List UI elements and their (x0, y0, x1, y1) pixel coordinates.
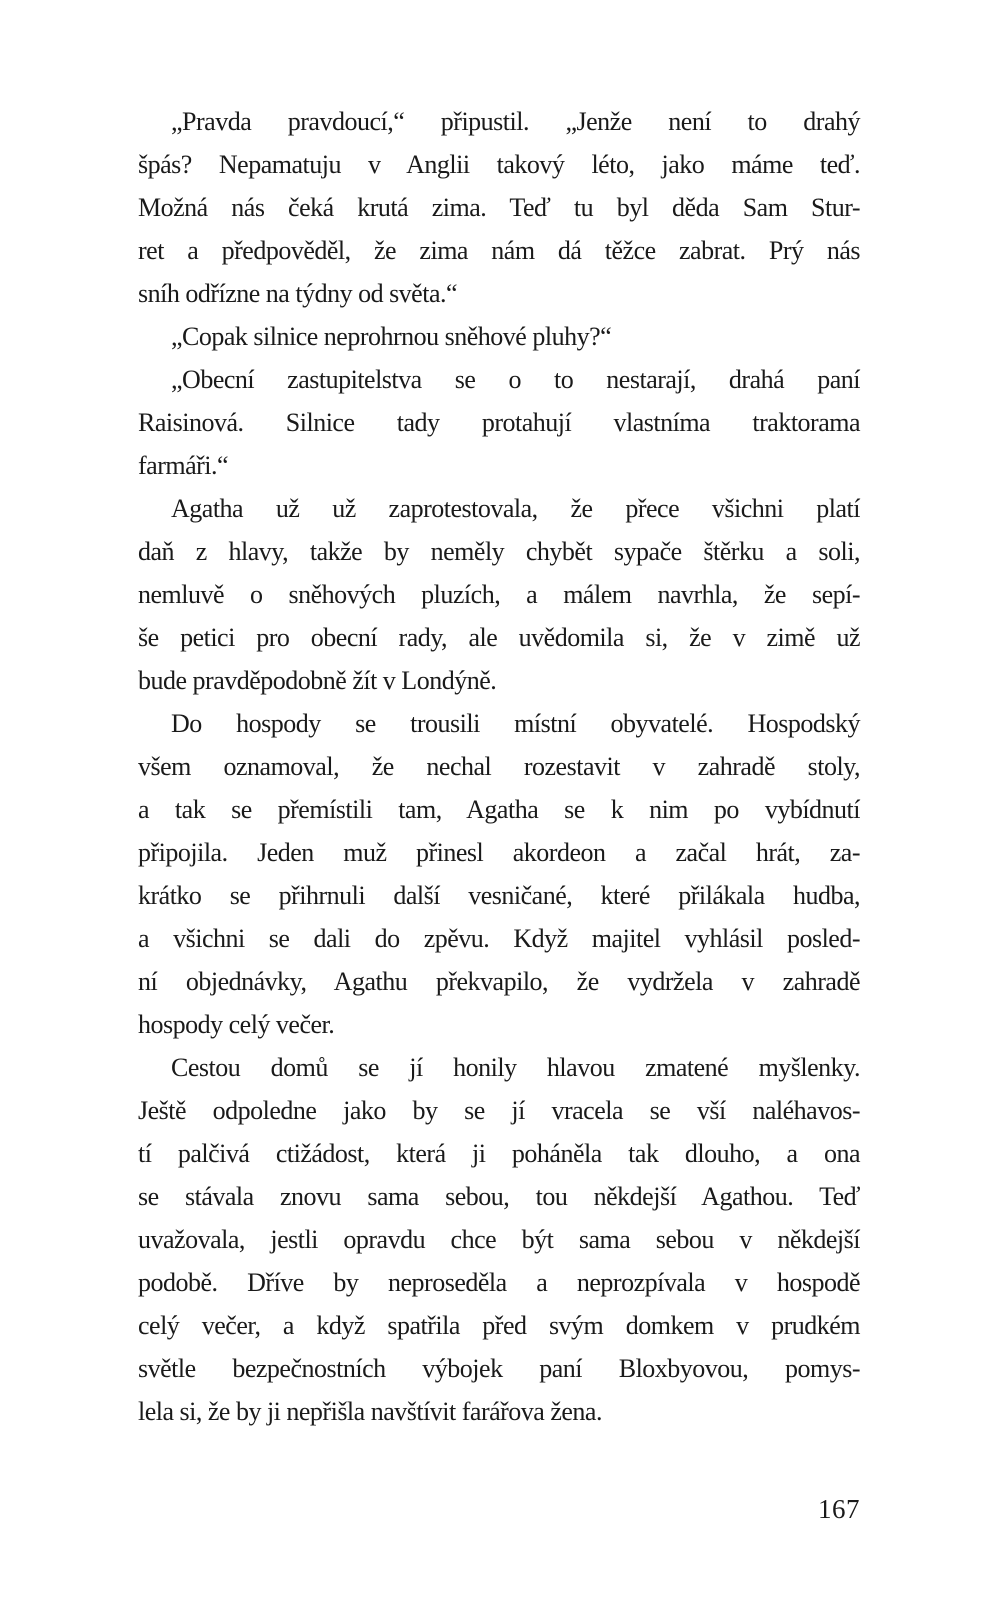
text-line: Do hospody se trousili místní obyvatelé. Hospodský (171, 709, 860, 738)
text-line: „Obecní zastupitelstva se o to nestarají, drahá paní (171, 365, 860, 394)
page-number: 167 (818, 1494, 860, 1524)
text-line: „Copak silnice neprohrnou sněhové pluhy?“ (171, 322, 612, 351)
text-line: krátko se přihrnuli další vesničané, které přilákala hudba, (138, 881, 860, 910)
text-line: uvažovala, jestli opravdu chce být sama sebou v někdejší (138, 1225, 860, 1254)
text-line: celý večer, a když spatřila před svým domkem v prudkém (138, 1311, 860, 1340)
text-block (138, 100, 860, 1433)
text-line: ní objednávky, Agathu překvapilo, že vydržela v zahradě (138, 967, 860, 996)
text-line: še petici pro obecní rady, ale uvědomila si, že v zimě už (138, 623, 860, 652)
text-line: Raisinová. Silnice tady protahují vlastníma traktorama (138, 408, 860, 437)
paragraph (138, 315, 860, 358)
text-line: bude pravděpodobně žít v Londýně. (138, 666, 497, 695)
text-line: se stávala znovu sama sebou, tou někdejší Agathou. Teď (138, 1182, 860, 1211)
text-line: špás? Nepamatuju v Anglii takový léto, jako máme teď. (138, 150, 860, 179)
text-line: tí palčivá ctižádost, která ji poháněla tak dlouho, a ona (138, 1139, 860, 1168)
text-line: a tak se přemístili tam, Agatha se k nim po vybídnutí (138, 795, 860, 824)
text-line: Ještě odpoledne jako by se jí vracela se vší naléhavos- (138, 1096, 860, 1125)
text-line: ret a předpověděl, že zima nám dá těžce zabrat. Prý nás (138, 236, 860, 265)
text-line: Možná nás čeká krutá zima. Teď tu byl děda Sam Stur- (138, 193, 860, 222)
text-line: Cestou domů se jí honily hlavou zmatené myšlenky. (171, 1053, 860, 1082)
paragraph (138, 702, 860, 1046)
paragraph (138, 100, 860, 315)
paragraph (138, 487, 860, 702)
text-line: všem oznamoval, že nechal rozestavit v zahradě stoly, (138, 752, 860, 781)
text-line: hospody celý večer. (138, 1010, 335, 1039)
text-line: světle bezpečnostních výbojek paní Bloxbyovou, pomys- (138, 1354, 860, 1383)
text-line: Agatha už už zaprotestovala, že přece všichni platí (171, 494, 860, 523)
text-line: nemluvě o sněhových pluzích, a málem navrhla, že sepí- (138, 580, 860, 609)
text-line: farmáři.“ (138, 451, 229, 480)
paragraph (138, 358, 860, 487)
paragraph (138, 1046, 860, 1433)
text-line: připojila. Jeden muž přinesl akordeon a začal hrát, za- (138, 838, 860, 867)
text-line: daň z hlavy, takže by neměly chybět sypače štěrku a soli, (138, 537, 860, 566)
text-line: „Pravda pravdoucí,“ připustil. „Jenže není to drahý (171, 107, 860, 136)
text-line: podobě. Dříve by neproseděla a neprozpívala v hospodě (138, 1268, 860, 1297)
text-line: sníh odřízne na týdny od světa.“ (138, 279, 458, 308)
text-line: lela si, že by ji nepřišla navštívit farářova žena. (138, 1397, 602, 1426)
text-line: a všichni se dali do zpěvu. Když majitel vyhlásil posled- (138, 924, 860, 953)
